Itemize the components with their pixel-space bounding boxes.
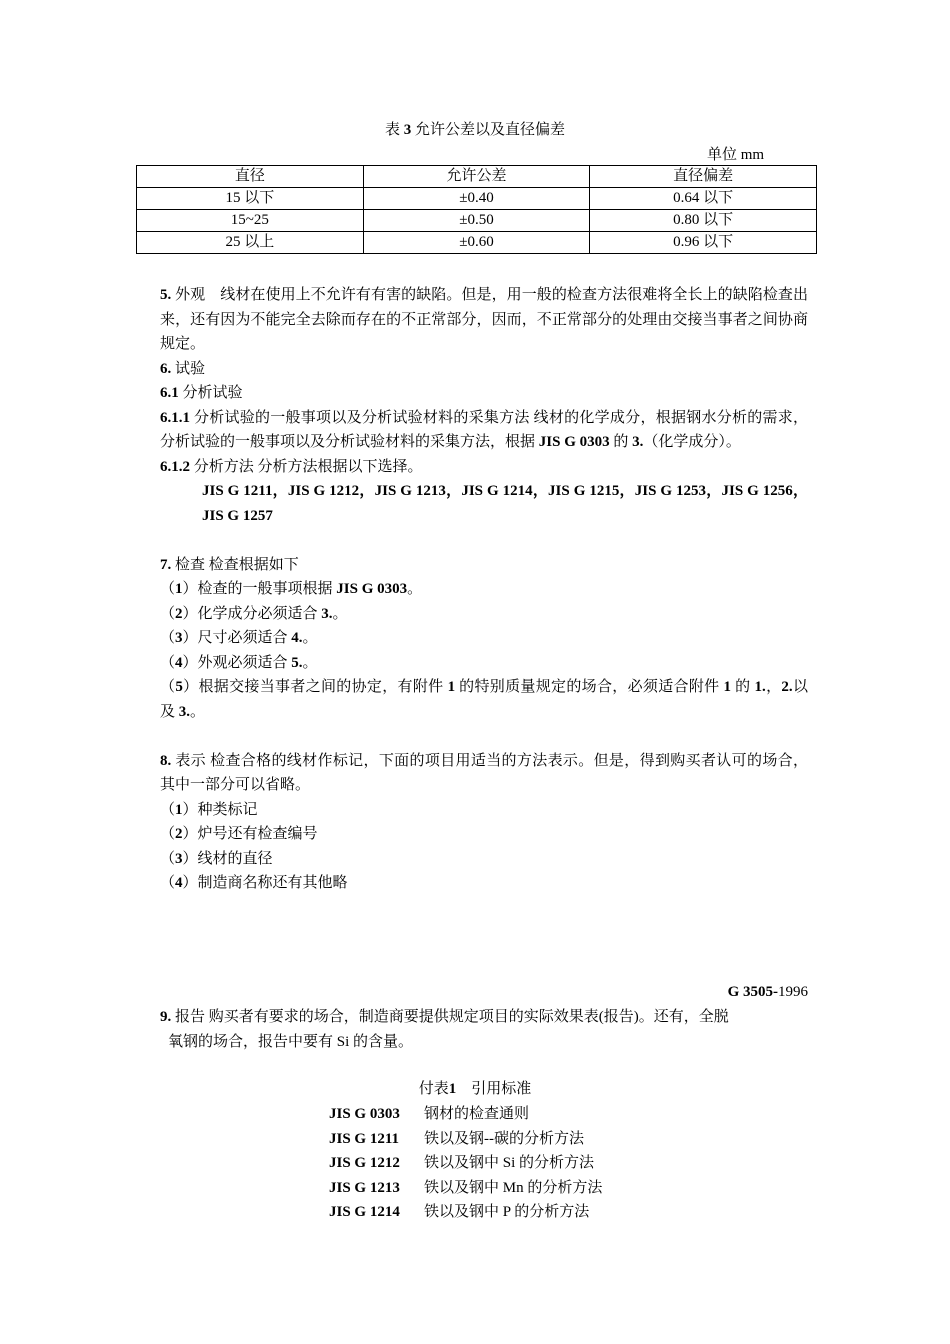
tolerance-table bbox=[136, 165, 817, 254]
section-number: 9. bbox=[160, 1009, 172, 1025]
standard-desc: 铁以及钢中 Si 的分析方法 bbox=[424, 1155, 595, 1171]
standard-ref: JIS G 0303 bbox=[538, 434, 610, 450]
item-text: 根据交接当事者之间的协定，有附件 bbox=[198, 679, 448, 695]
section-8 bbox=[160, 749, 808, 798]
section-7-item: （2）化学成分必须适合 3.。 bbox=[160, 605, 348, 622]
section-9-line bbox=[160, 1030, 808, 1055]
table-cell: ±0.50 bbox=[363, 210, 590, 232]
standard-code: JIS G 0303 bbox=[329, 1106, 400, 1122]
standard-desc: 铁以及钢--碳的分析方法 bbox=[424, 1130, 584, 1147]
item-text: 种类标记 bbox=[197, 801, 258, 818]
section-7-title: 检查 检查根据如下 bbox=[175, 556, 299, 573]
section-number: 6.1.2 bbox=[160, 458, 190, 475]
item-text-end: 。 bbox=[302, 630, 318, 646]
standard-desc: 铁以及钢中 Mn 的分析方法 bbox=[424, 1179, 603, 1196]
table-unit: 单位 mm bbox=[707, 147, 765, 163]
item-text: 。 bbox=[190, 703, 206, 720]
item-text: 以及 bbox=[160, 679, 808, 720]
item-ref: 1. bbox=[754, 679, 766, 695]
list-item bbox=[329, 1102, 602, 1127]
item-number: 4 bbox=[175, 875, 183, 891]
item-ref: 4. bbox=[291, 630, 303, 646]
table-title-number: 3 bbox=[403, 122, 412, 138]
header-cell: 直径偏差 bbox=[590, 166, 817, 188]
item-number: 1 bbox=[175, 801, 183, 818]
item-text: 外观必须适合 bbox=[197, 654, 292, 671]
table-row bbox=[137, 210, 817, 232]
section-6-1-1-text-b: 的 bbox=[609, 434, 633, 450]
section-7-item: （3）尺寸必须适合 4.。 bbox=[160, 630, 318, 646]
list-item bbox=[329, 1151, 602, 1176]
item-ref: 3. bbox=[178, 703, 191, 720]
list-item bbox=[329, 1176, 602, 1201]
item-text: 线材的直径 bbox=[197, 850, 273, 867]
item-number: 2 bbox=[175, 826, 183, 842]
standard-code: JIS G 1212 bbox=[329, 1155, 400, 1171]
section-8-item: （4）制造商名称还有其他略 bbox=[160, 875, 348, 891]
item-ref: 2. bbox=[781, 679, 793, 695]
header-cell: 允许公差 bbox=[363, 166, 590, 188]
section-8-item: （3）线材的直径 bbox=[160, 850, 273, 867]
spacer bbox=[160, 724, 808, 749]
table-row bbox=[137, 188, 817, 210]
table-cell: 0.64 以下 bbox=[590, 188, 817, 210]
item-text: 尺寸必须适合 bbox=[197, 630, 292, 646]
standard-code: JIS G 1213 bbox=[329, 1179, 400, 1196]
table-cell: ±0.60 bbox=[363, 232, 590, 254]
analysis-methods-list: JIS G 1211，JIS G 1212，JIS G 1213，JIS G 1214，JIS G 1215，JIS G 1253，JIS G 1256，JIS G 1257 bbox=[202, 483, 808, 524]
section-5 bbox=[160, 283, 808, 357]
header-cell: 直径 bbox=[137, 166, 364, 188]
page-reference bbox=[160, 980, 808, 1005]
section-8-text: 表示 检查合格的线材作标记，下面的项目用适当的方法表示。但是，得到购买者认可的场合，其中一部分可以省略。 bbox=[160, 752, 808, 793]
item-number: 4 bbox=[175, 654, 183, 671]
clause-ref: 3. bbox=[632, 434, 644, 450]
item-text: 炉号还有检查编号 bbox=[197, 826, 318, 842]
appendix-title bbox=[0, 1077, 950, 1102]
section-9 bbox=[160, 1005, 808, 1054]
table-cell: ±0.40 bbox=[363, 188, 590, 210]
item-text-end: 。 bbox=[332, 605, 348, 622]
section-6-1-title: 分析试验 bbox=[182, 385, 243, 401]
table-cell: 0.96 以下 bbox=[590, 232, 817, 254]
section-number: 8. bbox=[160, 752, 172, 769]
table-row bbox=[137, 232, 817, 254]
section-5-text: 外观 线材在使用上不允许有有害的缺陷。但是，用一般的检查方法很难将全长上的缺陷检查出来，还有因为不能完全去除而存在的不正常部分，因而，不正常部分的处理由交接当事者之间协商规定。 bbox=[160, 287, 808, 352]
page-reference-code: G 3505- bbox=[727, 984, 778, 1000]
section-9-text: 报告 购买者有要求的场合，制造商要提供规定项目的实际效果表(报告)。还有，全脱 bbox=[175, 1009, 729, 1025]
section-6-1-2-text: 分析方法 分析方法根据以下选择。 bbox=[193, 458, 423, 475]
appendix-title-number: 1 bbox=[448, 1081, 457, 1097]
item-number: 1 bbox=[175, 581, 183, 597]
section-6-title: 试验 bbox=[175, 360, 206, 377]
standard-desc: 铁以及钢中 P 的分析方法 bbox=[424, 1204, 590, 1220]
analysis-methods bbox=[160, 479, 808, 528]
page-reference-year: 1996 bbox=[778, 984, 808, 1000]
section-8-item: （1）种类标记 bbox=[160, 801, 258, 818]
list-item bbox=[329, 1127, 602, 1152]
section-7-item: （1）检查的一般事项根据 JIS G 0303。 bbox=[160, 581, 423, 597]
item-ref: JIS G 0303 bbox=[336, 581, 408, 597]
section-9-text-b: 氧钢的场合，报告中要有 Si 的含量。 bbox=[168, 1033, 414, 1050]
item-text-end: 。 bbox=[407, 581, 423, 597]
section-number: 5. bbox=[160, 287, 172, 303]
table-title bbox=[0, 118, 950, 143]
table-title-prefix: 表 bbox=[384, 122, 400, 138]
item-text: 检查的一般事项根据 bbox=[197, 581, 337, 597]
table-cell: 15 以下 bbox=[137, 188, 364, 210]
item-text: ， bbox=[765, 679, 782, 695]
item-number: 3 bbox=[175, 850, 183, 867]
item-text: 化学成分必须适合 bbox=[197, 605, 322, 622]
standard-desc: 钢材的检查通则 bbox=[424, 1106, 530, 1122]
section-6-1-heading bbox=[160, 381, 808, 406]
body-text bbox=[160, 283, 808, 896]
appendix-title-text: 引用标准 bbox=[471, 1081, 532, 1097]
section-6-1-1 bbox=[160, 406, 808, 455]
section-7-heading bbox=[160, 553, 808, 578]
section-number: 6. bbox=[160, 360, 172, 377]
item-text: 的 bbox=[731, 679, 755, 695]
section-number: 7. bbox=[160, 556, 172, 573]
table-cell: 0.80 以下 bbox=[590, 210, 817, 232]
item-text: 制造商名称还有其他略 bbox=[197, 875, 348, 891]
table-cell: 25 以上 bbox=[137, 232, 364, 254]
table-cell: 15~25 bbox=[137, 210, 364, 232]
section-6-1-1-text: 分析试验的一般事项以及分析试验材料的采集方法 线材的化学成分，根据钢水分析的需求，分析试验的一般事项以及分析试验材料的采集方法，根据 bbox=[160, 409, 808, 450]
referenced-standards-list bbox=[329, 1102, 602, 1225]
item-ref: 1 bbox=[723, 679, 732, 695]
item-text-end: 。 bbox=[302, 654, 318, 671]
spacer bbox=[160, 528, 808, 553]
item-ref: 5. bbox=[291, 654, 303, 671]
table-header-row bbox=[137, 166, 817, 188]
section-9-line bbox=[160, 1005, 808, 1030]
section-7-item: （4）外观必须适合 5.。 bbox=[160, 654, 318, 671]
section-6-heading bbox=[160, 357, 808, 382]
list-item bbox=[329, 1200, 602, 1225]
section-8-item: （2）炉号还有检查编号 bbox=[160, 826, 318, 842]
item-number: 2 bbox=[175, 605, 183, 622]
section-6-1-1-text-c: （化学成分）。 bbox=[643, 434, 741, 450]
item-number: 5 bbox=[175, 679, 183, 695]
section-number: 6.1 bbox=[160, 385, 179, 401]
section-7-item: （5）根据交接当事者之间的协定，有附件 1 的特别质量规定的场合，必须适合附件 1 的 1.，2.以及 3.。 bbox=[160, 679, 808, 720]
section-number: 6.1.1 bbox=[160, 409, 190, 426]
section-6-1-2 bbox=[160, 455, 808, 480]
item-text: 的特别质量规定的场合，必须适合附件 bbox=[455, 679, 724, 695]
item-ref: 3. bbox=[321, 605, 333, 622]
standard-code: JIS G 1211 bbox=[329, 1130, 400, 1147]
standard-code: JIS G 1214 bbox=[329, 1204, 400, 1220]
appendix-title-prefix: 付表 bbox=[418, 1081, 449, 1097]
item-number: 3 bbox=[175, 630, 183, 646]
table-title-text: 允许公差以及直径偏差 bbox=[415, 122, 566, 138]
item-ref: 1 bbox=[447, 679, 456, 695]
